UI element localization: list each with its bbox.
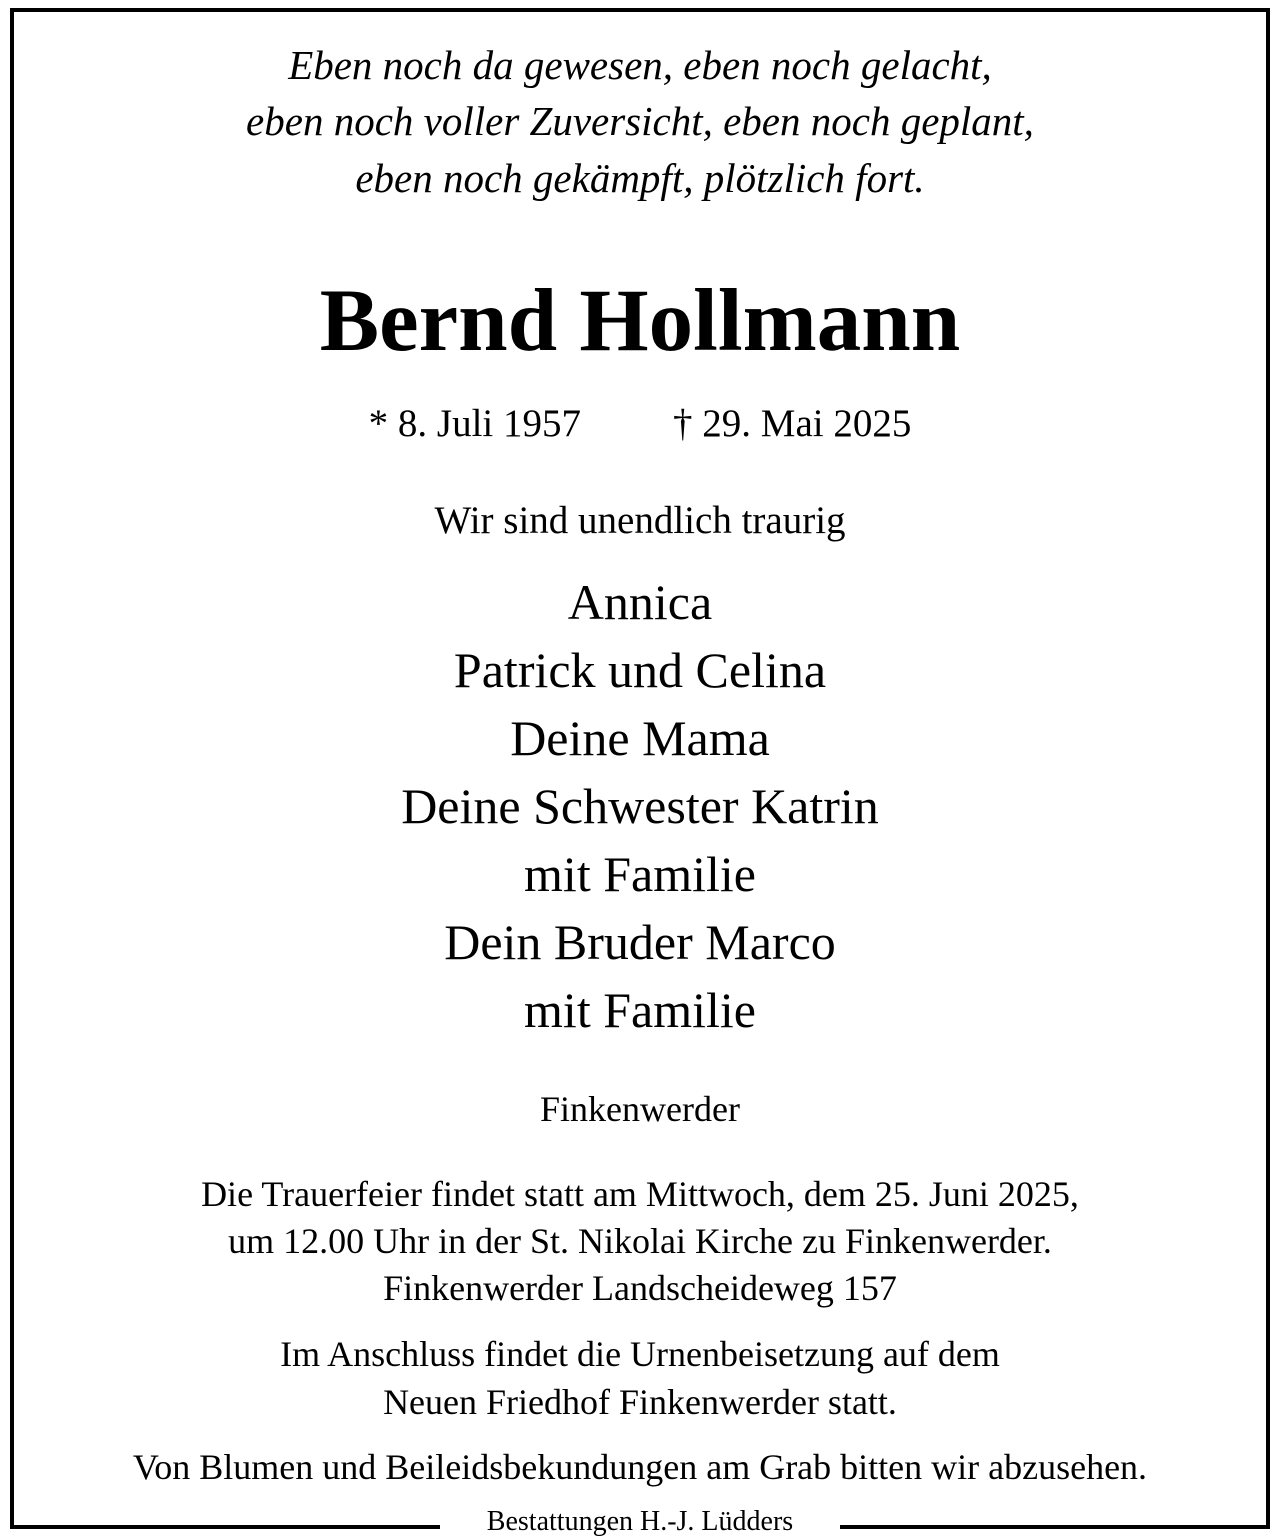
funeral-home-credit: Bestattungen H.-J. Lüdders xyxy=(440,1504,840,1540)
mourners-place: Finkenwerder xyxy=(540,1089,740,1129)
condolence-request: Von Blumen und Beileidsbekundungen am Grab bitten wir abzusehen. xyxy=(132,1447,1148,1487)
poem-line-1: Eben noch da gewesen, eben noch gelacht, xyxy=(288,42,992,88)
life-dates xyxy=(0,401,1280,447)
service-line-1: Die Trauerfeier findet statt am Mittwoch, dem 25. Juni 2025, xyxy=(201,1174,1079,1214)
service-line-2: um 12.00 Uhr in der St. Nikolai Kirche zu Finkenwerder. xyxy=(228,1221,1052,1261)
mourner-name: Dein Bruder Marco xyxy=(444,914,836,970)
deceased-name: Bernd Hollmann xyxy=(319,272,961,370)
service-address: Finkenwerder Landscheideweg 157 xyxy=(383,1268,897,1308)
burial-line-1: Im Anschluss findet die Urnenbeisetzung auf dem xyxy=(280,1334,1000,1374)
mourner-name: Annica xyxy=(567,574,713,630)
mourner-name: mit Familie xyxy=(524,846,756,902)
mourning-intro: Wir sind unendlich traurig xyxy=(434,499,846,542)
mourner-name: Deine Schwester Katrin xyxy=(401,778,879,834)
birth-date: * 8. Juli 1957 xyxy=(368,402,582,445)
death-date: † 29. Mai 2025 xyxy=(673,402,912,445)
poem-line-3: eben noch gekämpft, plötzlich fort. xyxy=(355,155,925,201)
burial-line-2: Neuen Friedhof Finkenwerder statt. xyxy=(383,1382,897,1422)
mourner-name: Patrick und Celina xyxy=(453,642,827,698)
mourner-name: Deine Mama xyxy=(510,710,770,766)
poem-line-2: eben noch voller Zuversicht, eben noch geplant, xyxy=(246,98,1034,144)
mourner-name: mit Familie xyxy=(524,982,756,1038)
